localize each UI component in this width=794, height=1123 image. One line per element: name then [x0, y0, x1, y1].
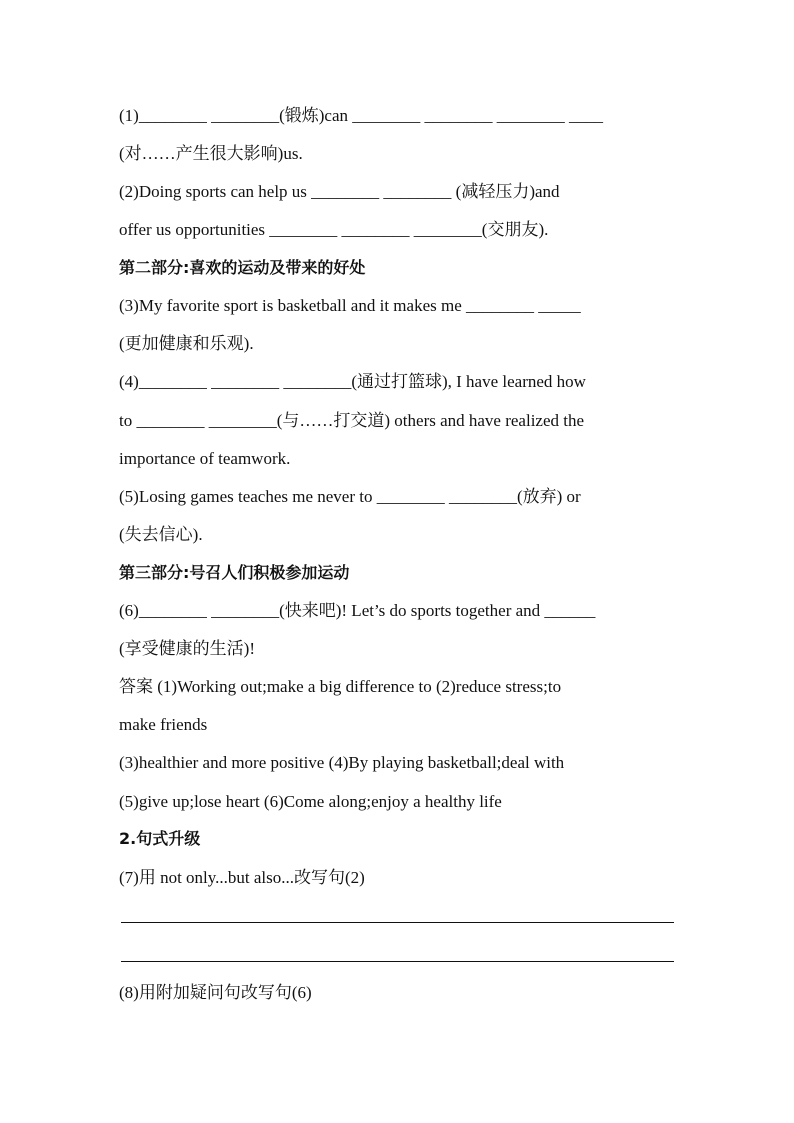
exercise-line-7: (7)用 not only...but also...改写句(2) — [119, 868, 365, 887]
answer-write-line-1 — [121, 922, 674, 923]
answer-key-line-1: 答案 (1)Working out;make a big difference to (2)reduce stress;to — [119, 677, 562, 696]
exercise-line-3: (3)My favorite sport is basketball and it makes me ________ _____ — [119, 296, 581, 315]
answer-key-line-4: (5)give up;lose heart (6)Come along;enjoy a healthy life — [119, 792, 502, 811]
exercise-line-4-cont: to ________ ________(与……打交道) others and have realized the — [119, 411, 585, 430]
answer-key-line-2: make friends — [119, 715, 208, 734]
exercise-line-4: (4)________ ________ ________(通过打篮球), I have learned how — [119, 372, 586, 391]
exercise-line-2: (2)Doing sports can help us ________ ________ (减轻压力)and — [119, 182, 560, 201]
answer-key-line-3: (3)healthier and more positive (4)By playing basketball;deal with — [119, 753, 565, 772]
exercise-line-6: (6)________ ________(快来吧)! Let’s do sports together and ______ — [119, 601, 596, 620]
section-heading-part-three: 第三部分:号召人们积极参加运动 — [119, 563, 350, 582]
answer-write-line-2 — [121, 961, 674, 962]
exercise-line-5-cont: (失去信心). — [119, 525, 203, 544]
section-heading-sentence-upgrade: 2.句式升级 — [119, 829, 201, 848]
exercise-line-2-cont: offer us opportunities ________ ________ ________(交朋友). — [119, 220, 549, 239]
exercise-line-3-cont: (更加健康和乐观). — [119, 334, 254, 353]
exercise-line-1-cont: (对……产生很大影响)us. — [119, 144, 303, 163]
exercise-line-6-cont: (享受健康的生活)! — [119, 639, 255, 658]
section-heading-part-two: 第二部分:喜欢的运动及带来的好处 — [119, 258, 366, 277]
exercise-line-4-end: importance of teamwork. — [119, 449, 291, 468]
exercise-line-5: (5)Losing games teaches me never to ________ ________(放弃) or — [119, 487, 581, 506]
exercise-line-8: (8)用附加疑问句改写句(6) — [119, 983, 312, 1002]
exercise-line-1: (1)________ ________(锻炼)can ________ ________ ________ ____ — [119, 106, 603, 125]
